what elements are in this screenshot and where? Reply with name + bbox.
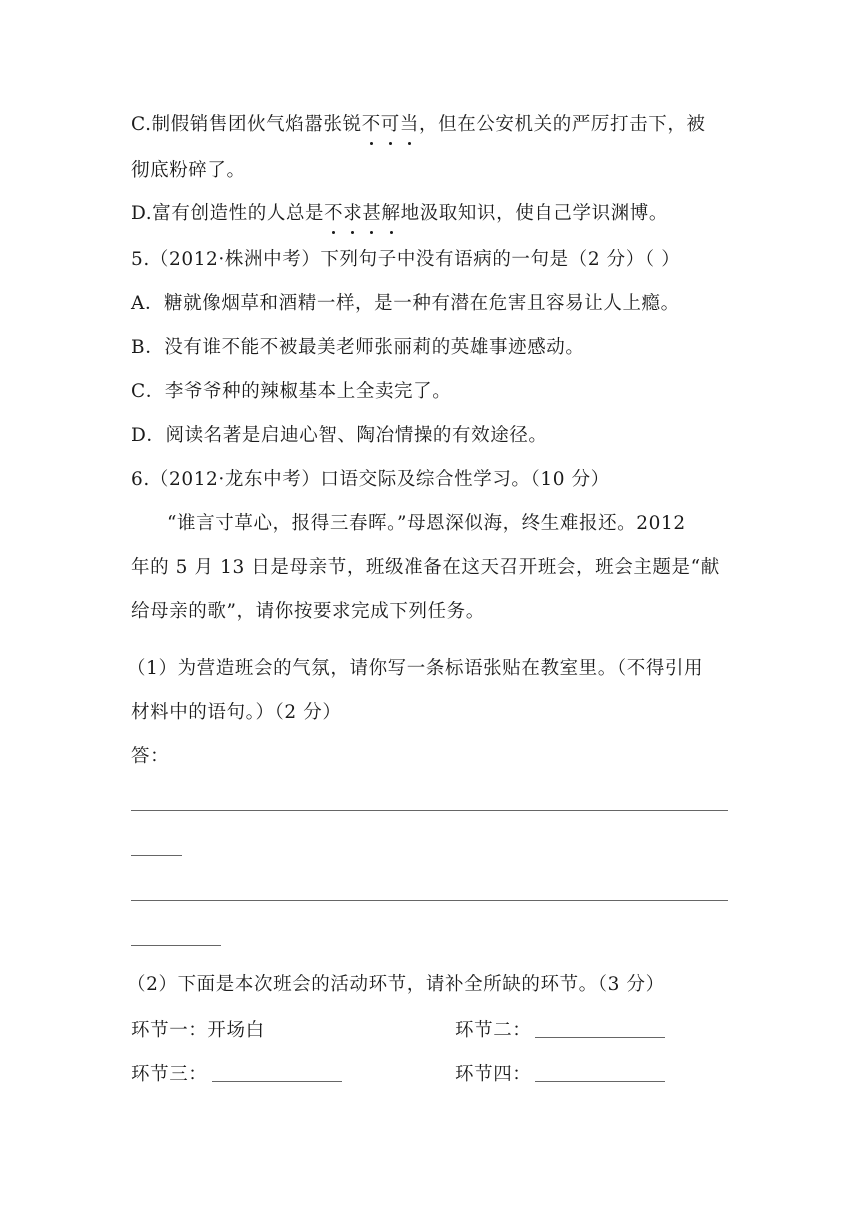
q4-option-d <box>131 201 668 227</box>
answer-label: 答： <box>131 746 170 767</box>
step-three <box>131 1062 207 1088</box>
emphasis-char: 不 <box>362 112 381 138</box>
q4-option-d-before: D.富有创造性的人总是 <box>131 203 325 224</box>
q4-option-c-before: C.制假销售团伙气焰嚣张锐 <box>131 114 362 135</box>
q5-option-d: D．阅读名著是启迪心智、陶冶情操的有效途径。 <box>131 425 548 446</box>
q6-sub2: （2）下面是本次班会的活动环节，请补全所缺的环节。（3 分） <box>127 974 665 995</box>
emphasis-char: 当 <box>400 112 419 138</box>
step-three-blank[interactable] <box>212 1081 342 1082</box>
step-label: 环节一： <box>131 1020 208 1041</box>
step-label: 环节四： <box>455 1064 532 1085</box>
step-two-blank[interactable] <box>535 1037 665 1038</box>
q6-sub1-line: （1）为营造班会的气氛，请你写一条标语张贴在教室里。（不得引用 <box>127 658 704 679</box>
step-four <box>455 1062 531 1088</box>
answer-line[interactable] <box>131 855 182 856</box>
emphasis-char: 求 <box>343 201 362 227</box>
emphasis-char: 可 <box>381 112 400 138</box>
q6-stem: 6.（2012·龙东中考）口语交际及综合性学习。（10 分） <box>131 469 610 490</box>
q4-option-c-line2: 彻底粉碎了。 <box>131 160 246 181</box>
emphasis-char: 不 <box>324 201 343 227</box>
emphasis-char: 甚 <box>362 201 381 227</box>
q5-stem: 5.（2012·株洲中考）下列句子中没有语病的一句是（2 分）（ ） <box>131 249 681 270</box>
step-label: 环节二： <box>455 1020 532 1041</box>
q6-sub1-line: 材料中的语句。）（2 分） <box>131 702 342 723</box>
q5-option-b: B．没有谁不能不被最美老师张丽莉的英雄事迹感动。 <box>131 337 585 358</box>
q4-option-c-after: ，但在公安机关的严厉打击下，被 <box>419 114 706 135</box>
answer-line[interactable] <box>131 945 221 946</box>
step-label: 环节三： <box>131 1064 208 1085</box>
step-value: 开场白 <box>207 1020 265 1041</box>
step-two <box>455 1018 531 1044</box>
q5-option-c: C．李爷爷种的辣椒基本上全卖完了。 <box>131 381 452 402</box>
q6-material-line: 给母亲的歌”，请你按要求完成下列任务。 <box>131 601 485 622</box>
q4-option-d-after: 地汲取知识，使自己学识渊博。 <box>400 203 668 224</box>
q6-material-line: “谁言寸草心，报得三春晖。”母恩深似海，终生难报还。2012 <box>167 513 686 534</box>
step-one <box>131 1018 265 1044</box>
q5-option-a: A．糖就像烟草和酒精一样，是一种有潜在危害且容易让人上瘾。 <box>131 293 680 314</box>
emphasis-char: 解 <box>381 201 400 227</box>
step-four-blank[interactable] <box>535 1081 665 1082</box>
answer-line[interactable] <box>131 900 728 901</box>
q4-option-c-line1 <box>131 112 706 138</box>
q6-material-line: 年的 5 月 13 日是母亲节，班级准备在这天召开班会，班会主题是“献 <box>131 557 720 578</box>
answer-line[interactable] <box>131 810 728 811</box>
